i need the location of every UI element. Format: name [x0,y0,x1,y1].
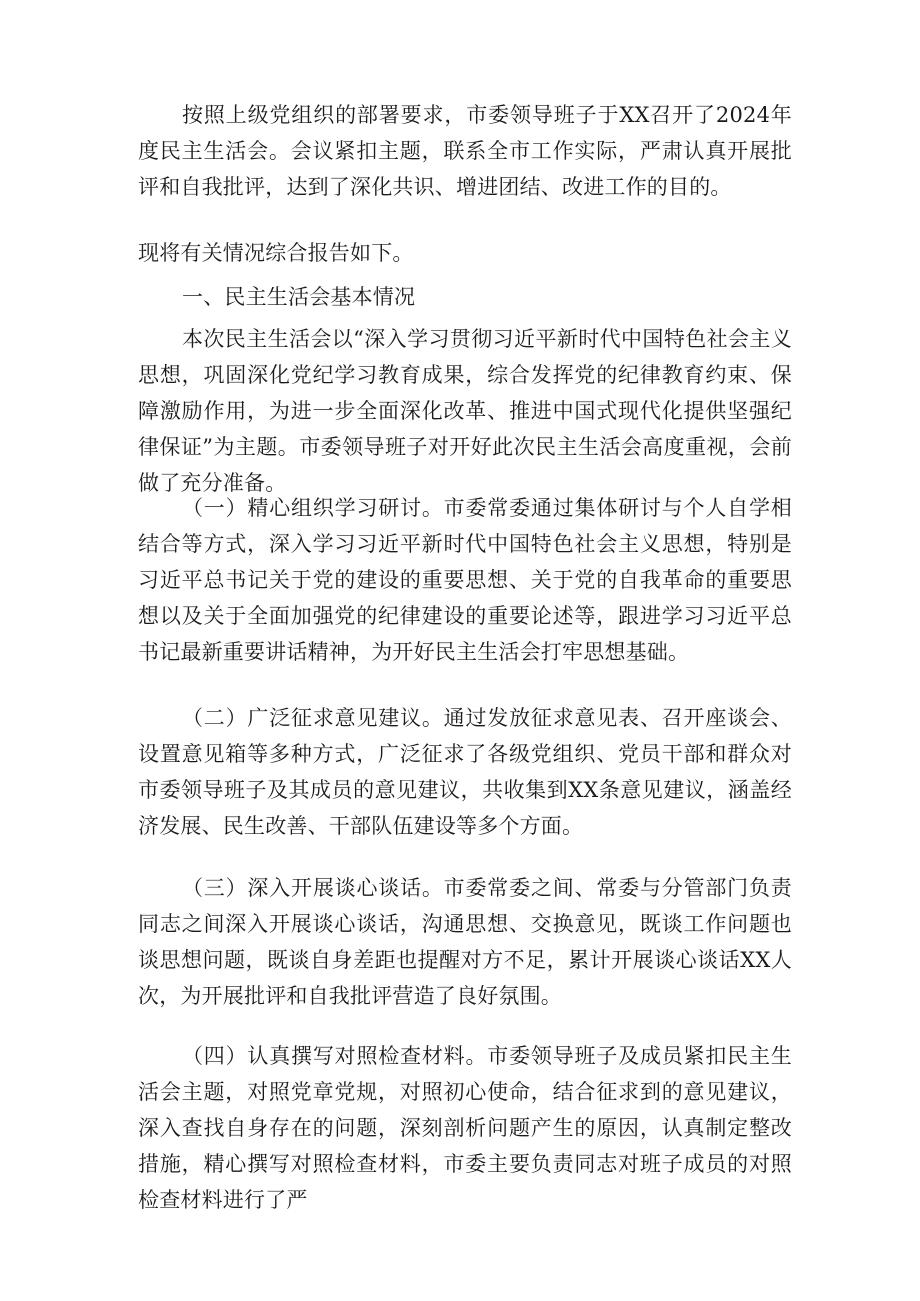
intro-paragraph: 按照上级党组织的部署要求，市委领导班子于XX召开了2024年度民主生活会。会议紧扣主题，联系全市工作实际，严肃认真开展批评和自我批评，达到了深化共识、增进团结、改进工作的目的。 [138,103,792,199]
subsection-4-paragraph: （四）认真撰写对照检查材料。市委领导班子及成员紧扣民主生活会主题，对照党章党规，对照初心使命，结合征求到的意见建议，深入查找自身存在的问题，深刻剖析问题产生的原因，认真制定整改措施，精心撰写对照检查材料，市委主要负责同志对班子成员的对照检查材料进行了严 [138,1044,792,1212]
section-heading-1: 一、民主生活会基本情况 [182,285,416,309]
subsection-1-paragraph: （一）精心组织学习研讨。市委常委通过集体研讨与个人自学相结合等方式，深入学习习近平新时代中国特色社会主义思想，特别是习近平总书记关于党的建设的重要思想、关于党的自我革命的重要思想以及关于全面加强党的纪律建设的重要论述等，跟进学习习近平总书记最新重要讲话精神，为开好民主生活会打牢思想基础。 [138,496,792,664]
theme-paragraph: 本次民主生活会以“深入学习贯彻习近平新时代中国特色社会主义思想，巩固深化党纪学习教育成果，综合发挥党的纪律教育约束、保障激励作用，为进一步全面深化改革、推进中国式现代化提供坚强纪律保证”为主题。市委领导班子对开好此次民主生活会高度重视，会前做了充分准备。 [138,327,792,495]
report-lead-paragraph: 现将有关情况综合报告如下。 [138,241,414,265]
subsection-2-paragraph: （二）广泛征求意见建议。通过发放征求意见表、召开座谈会、设置意见箱等多种方式，广泛征求了各级党组织、党员干部和群众对市委领导班子及其成员的意见建议，共收集到XX条意见建议，涵盖经济发展、民生改善、干部队伍建设等多个方面。 [138,706,792,838]
subsection-3-paragraph: （三）深入开展谈心谈话。市委常委之间、常委与分管部门负责同志之间深入开展谈心谈话，沟通思想、交换意见，既谈工作问题也谈思想问题，既谈自身差距也提醒对方不足，累计开展谈心谈话XX人次，为开展批评和自我批评营造了良好氛围。 [138,876,792,1008]
